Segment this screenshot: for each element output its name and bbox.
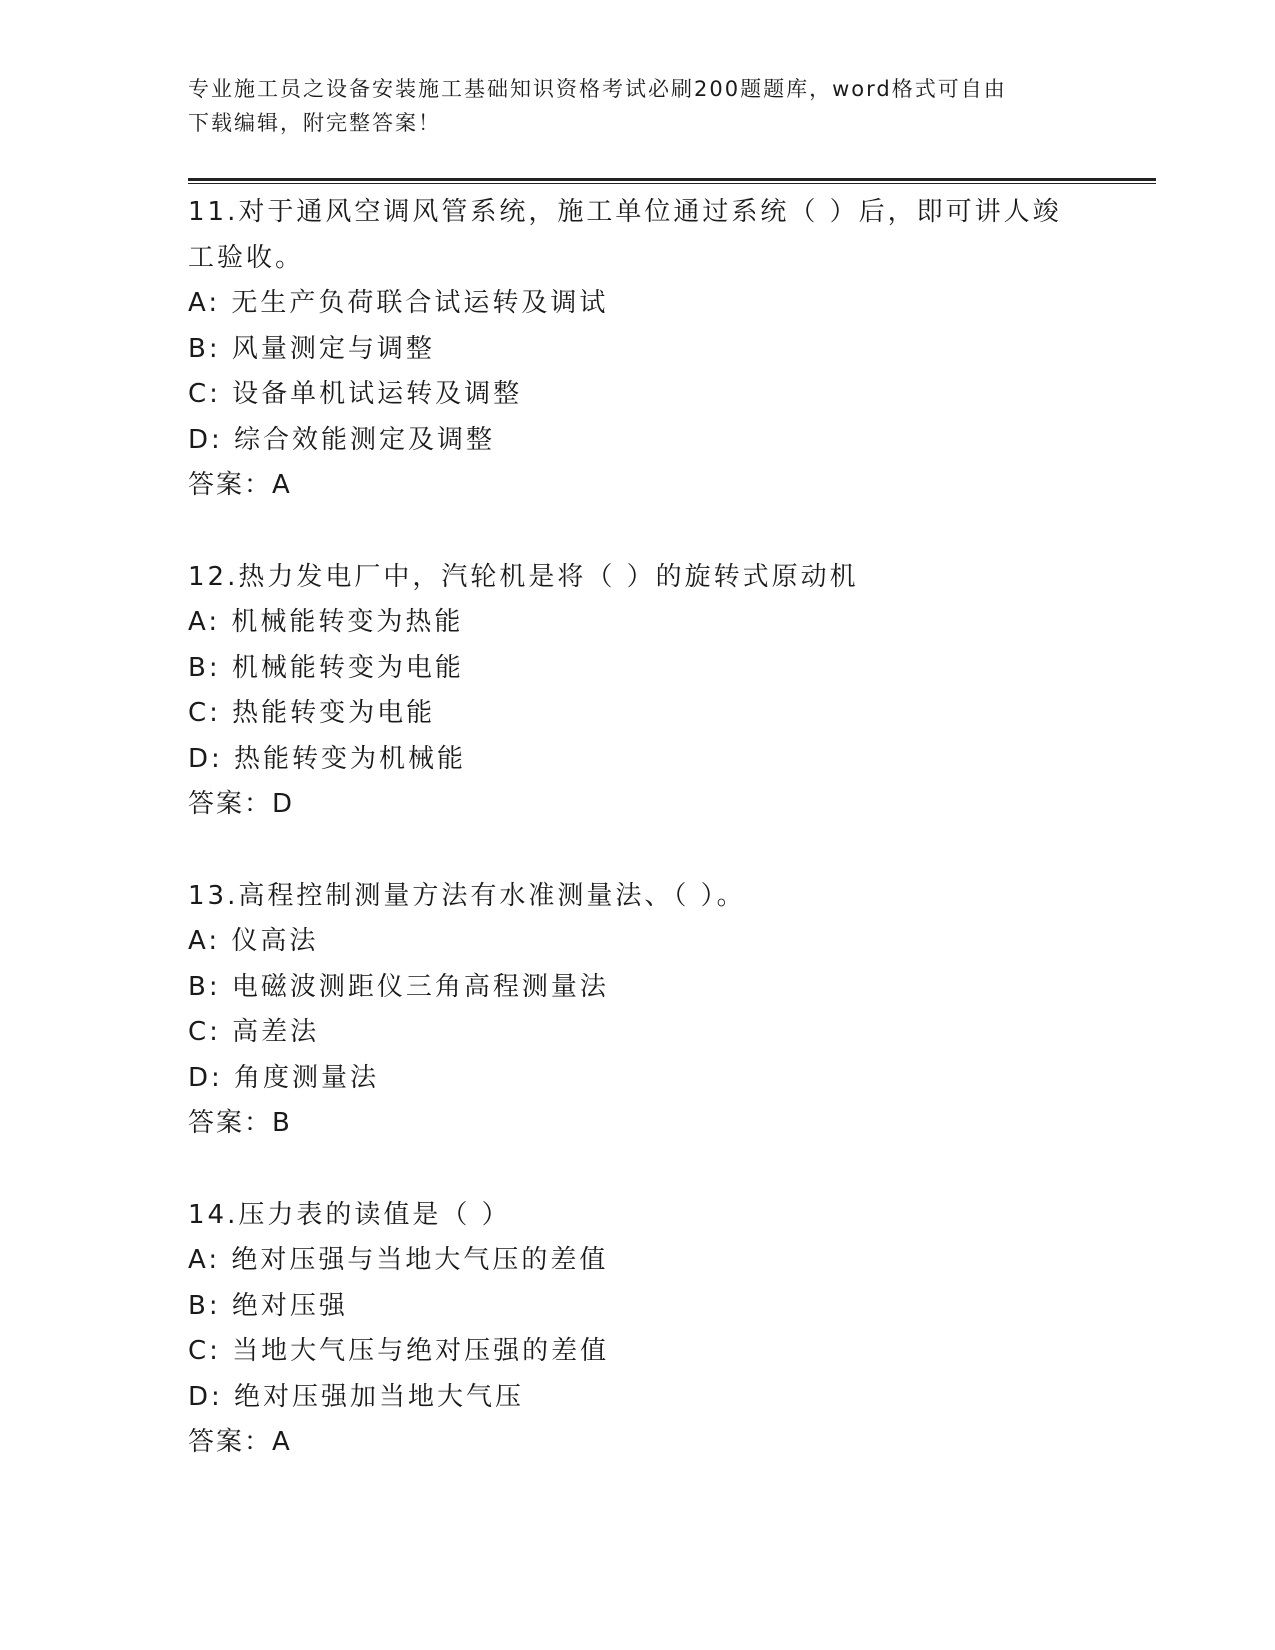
option-a: A: 仪高法 bbox=[188, 926, 319, 956]
option-a: A: 无生产负荷联合试运转及调试 bbox=[188, 288, 609, 318]
question-stem: 13.高程控制测量方法有水准测量法、（ ）。 bbox=[188, 880, 746, 911]
option-a: A: 绝对压强与当地大气压的差值 bbox=[188, 1245, 609, 1275]
option-d: D: 综合效能测定及调整 bbox=[188, 424, 496, 455]
answer-line bbox=[188, 1101, 1088, 1147]
answer-value: D bbox=[272, 789, 293, 819]
answer-label: 答案： bbox=[188, 1427, 273, 1457]
header-line-2: 下载编辑，附完整答案！ bbox=[188, 111, 441, 135]
option-c: C: 当地大气压与绝对压强的差值 bbox=[188, 1336, 610, 1366]
option-c: C: 设备单机试运转及调整 bbox=[188, 379, 523, 409]
question-stem: 14.压力表的读值是（ ） bbox=[188, 1199, 511, 1230]
option-d: D: 热能转变为机械能 bbox=[188, 743, 467, 774]
question-13 bbox=[188, 874, 1088, 1147]
header-line-1: 专业施工员之设备安装施工基础知识资格考试必刷200题题库，word格式可自由 bbox=[188, 77, 1007, 101]
option-c: C: 高差法 bbox=[188, 1017, 320, 1047]
document-header bbox=[188, 72, 1088, 140]
answer-label: 答案： bbox=[188, 1108, 273, 1138]
answer-value: A bbox=[272, 1427, 290, 1457]
question-12 bbox=[188, 555, 1088, 828]
answer-label: 答案： bbox=[188, 470, 273, 500]
option-b: B: 风量测定与调整 bbox=[188, 333, 435, 364]
question-stem-continued: 工验收。 bbox=[188, 242, 305, 273]
option-b: B: 电磁波测距仪三角高程测量法 bbox=[188, 971, 609, 1002]
answer-line bbox=[188, 463, 1088, 509]
header-divider bbox=[188, 178, 1156, 181]
answer-value: A bbox=[272, 470, 290, 500]
option-a: A: 机械能转变为热能 bbox=[188, 607, 464, 637]
option-c: C: 热能转变为电能 bbox=[188, 698, 436, 728]
answer-value: B bbox=[272, 1108, 290, 1138]
answer-line bbox=[188, 782, 1088, 828]
question-stem: 11.对于通风空调风管系统，施工单位通过系统（ ）后，即可讲人竣 bbox=[188, 197, 1062, 227]
header-divider-thin bbox=[188, 183, 1156, 184]
option-d: D: 绝对压强加当地大气压 bbox=[188, 1381, 525, 1412]
question-list bbox=[188, 190, 1088, 1512]
question-14 bbox=[188, 1193, 1088, 1466]
question-stem: 12.热力发电厂中，汽轮机是将（ ）的旋转式原动机 bbox=[188, 561, 859, 592]
option-b: B: 机械能转变为电能 bbox=[188, 652, 464, 683]
answer-line bbox=[188, 1420, 1088, 1466]
question-11 bbox=[188, 190, 1088, 509]
answer-label: 答案： bbox=[188, 789, 273, 819]
option-d: D: 角度测量法 bbox=[188, 1062, 380, 1093]
option-b: B: 绝对压强 bbox=[188, 1290, 348, 1321]
